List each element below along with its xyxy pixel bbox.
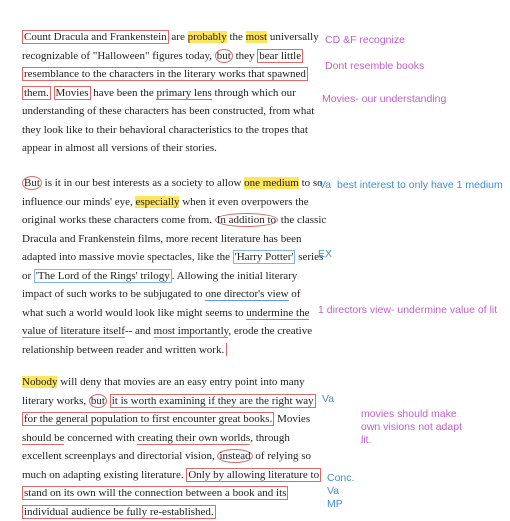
highlighted-word: most bbox=[246, 31, 267, 43]
underlined-phrase: primary lens bbox=[156, 87, 211, 100]
text-line bbox=[22, 484, 312, 503]
margin-note: Va bbox=[322, 393, 334, 406]
circled-word: but bbox=[215, 49, 233, 63]
essay-paragraph-3 bbox=[22, 373, 312, 521]
boxed-word: Movies bbox=[54, 86, 91, 100]
highlighted-word: Nobody bbox=[22, 376, 57, 388]
text-line: recognizable of "Halloween" figures today, but they bear little bbox=[22, 47, 312, 66]
margin-note: movies should make own visions not adapt lit. bbox=[361, 408, 473, 447]
boxed-phrase: them. bbox=[22, 86, 51, 100]
text-line: influence our minds' eye, especially when it even overpowers the bbox=[22, 193, 312, 212]
boxed-phrase: individual audience be fully re-established. bbox=[22, 505, 216, 519]
boxed-phrase: Count Dracula and Frankenstein bbox=[22, 30, 169, 44]
text-line: impact of such works to be subjugated to one director's view of bbox=[22, 285, 312, 304]
text-line: literary works, but it is worth examining if they are the right way bbox=[22, 392, 312, 411]
margin-note: Va bbox=[327, 485, 339, 498]
text-line: excellent screenplays and directorial vision, instead of relying so bbox=[22, 447, 312, 466]
underlined-phrase: most importantly bbox=[154, 325, 229, 338]
margin-note: Movies- our understanding bbox=[322, 93, 446, 106]
text-line bbox=[22, 65, 312, 84]
text-line: appear in almost all versions of their stories. bbox=[22, 139, 312, 158]
text-line bbox=[22, 503, 312, 521]
underlined-phrase: value of literature itself bbox=[22, 325, 125, 338]
circled-word: But bbox=[22, 176, 42, 190]
boxed-example: 'The Lord of the Rings' trilogy bbox=[34, 269, 172, 283]
text-line: But is it in our best interests as a society to allow one medium to so bbox=[22, 174, 312, 193]
text-line: Count Dracula and Frankenstein are probably the most universally bbox=[22, 28, 312, 47]
margin-note: Va bbox=[319, 179, 331, 192]
text-line: what such a world would look like might seems to undermine the bbox=[22, 304, 312, 323]
edit-mark bbox=[226, 343, 227, 356]
essay-paragraph-2 bbox=[22, 174, 312, 359]
underlined-phrase: undermine the bbox=[246, 307, 309, 320]
underlined-phrase: one director's view bbox=[205, 288, 288, 301]
boxed-phrase: resemblance to the characters in the literary works that spawned bbox=[22, 67, 308, 81]
margin-note: Conc. bbox=[327, 472, 354, 485]
text-line: understanding of these characters has been constructed, from what bbox=[22, 102, 312, 121]
boxed-example: 'Harry Potter' bbox=[233, 250, 296, 264]
text-line: Dracula and Frankenstein films, more recent literature has been bbox=[22, 230, 312, 249]
text-line: should be concerned with creating their own worlds, through bbox=[22, 429, 312, 448]
text-line: original works these characters come from. In addition to the classic bbox=[22, 211, 312, 230]
text-line: adapted into massive movie spectacles, like the 'Harry Potter' series bbox=[22, 248, 312, 267]
circled-word: but bbox=[89, 394, 107, 408]
highlighted-word: probably bbox=[188, 31, 227, 43]
margin-note: 1 directors view- undermine value of lit bbox=[318, 304, 497, 317]
boxed-phrase: for the general population to first encounter great books. bbox=[22, 412, 274, 426]
text-line: they look like to their behavioral characteristics to the tropes that bbox=[22, 121, 312, 140]
text-line: relationship between reader and written work. bbox=[22, 341, 312, 360]
margin-note: MP bbox=[327, 498, 343, 511]
circled-phrase: In addition to bbox=[215, 213, 278, 227]
margin-note: best interest to only have 1 medium bbox=[337, 179, 507, 192]
underlined-phrase: creating their own worlds bbox=[137, 432, 250, 445]
highlighted-phrase: one medium bbox=[244, 177, 299, 189]
text-line: value of literature itself-- and most importantly, erode the creative bbox=[22, 322, 312, 341]
text-line: much on adapting existing literature. Only by allowing literature to bbox=[22, 466, 312, 485]
text-line: for the general population to first encounter great books. Movies bbox=[22, 410, 312, 429]
margin-note: CD &F recognize bbox=[325, 34, 405, 47]
essay-paragraph-1 bbox=[22, 28, 312, 158]
boxed-phrase: bear little bbox=[257, 49, 303, 63]
margin-note: EX bbox=[318, 248, 332, 261]
underlined-phrase: should be bbox=[22, 432, 64, 445]
boxed-phrase: stand on its own will the connection between a book and its bbox=[22, 486, 288, 500]
margin-note: Dont resemble books bbox=[325, 60, 424, 73]
highlighted-word: especially bbox=[135, 196, 179, 208]
text-line: them. Movies have been the primary lens through which our bbox=[22, 84, 312, 103]
text-line: or 'The Lord of the Rings' trilogy . Allowing the initial literary bbox=[22, 267, 312, 286]
boxed-phrase: it is worth examining if they are the right way bbox=[110, 394, 316, 408]
text-line: Nobody will deny that movies are an easy entry point into many bbox=[22, 373, 312, 392]
boxed-phrase: Only by allowing literature to bbox=[186, 468, 321, 482]
circled-word: instead bbox=[217, 449, 252, 463]
